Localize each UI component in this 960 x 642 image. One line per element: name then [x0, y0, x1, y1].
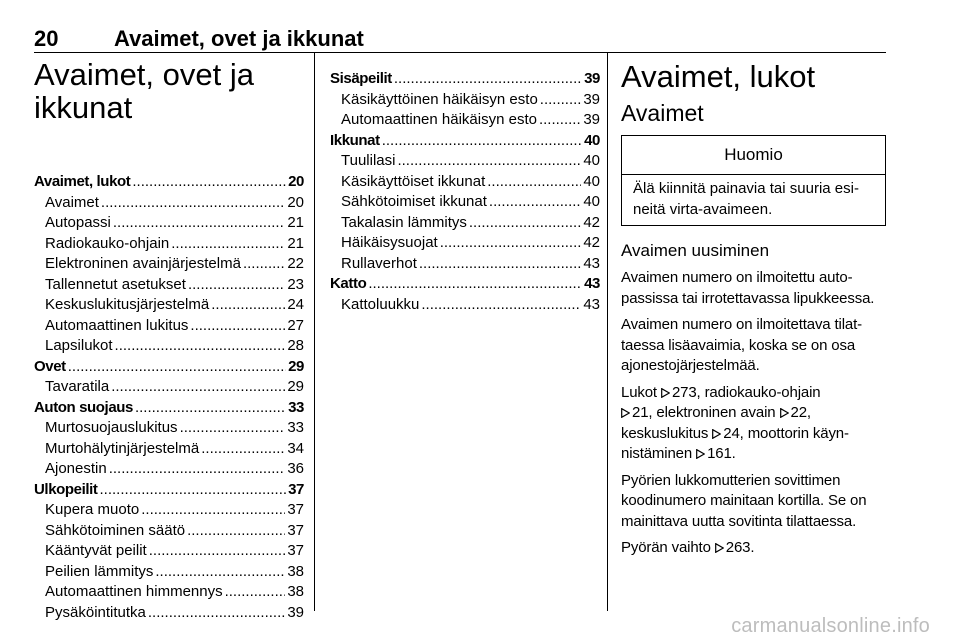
toc-entry-page: 37: [288, 480, 304, 498]
toc-section-entry[interactable]: [34, 480, 304, 501]
toc-entry-label: Ovet: [34, 357, 66, 375]
toc-entry-label: Keskuslukitusjärjestelmä: [45, 296, 210, 313]
toc-leader-dots: [440, 233, 582, 254]
toc-entry-page: 20: [288, 173, 304, 190]
toc-entry[interactable]: [34, 316, 304, 337]
toc-leader-dots: [180, 418, 286, 439]
toc-entry-label: Radiokauko-ohjain: [45, 234, 170, 252]
toc-entry[interactable]: [34, 234, 304, 255]
toc-entry-label: Häikäisysuojat: [341, 234, 438, 251]
toc-entry-label: Ulkopeilit: [34, 480, 98, 498]
toc-entry-label: Peilien lämmitys: [45, 562, 154, 580]
toc-leader-dots: [171, 234, 285, 255]
toc-entry-label: Pysäköintitutka: [45, 603, 146, 621]
toc-entry-page: 29: [287, 378, 304, 395]
page-header: [34, 26, 886, 52]
toc-entry-page: 37: [287, 542, 304, 559]
toc-entry-label: Ajonestin: [45, 460, 107, 477]
toc-entry-page: 39: [584, 70, 600, 87]
content-column: [621, 60, 886, 565]
toc-entry-page: 39: [583, 111, 600, 128]
toc-entry-label: Lapsilukot: [45, 337, 113, 354]
toc-leader-dots: [100, 480, 287, 501]
ref-page: 21: [632, 404, 649, 421]
toc-leader-dots: [421, 295, 581, 316]
toc-entry-page: 28: [287, 337, 304, 354]
toc-entry[interactable]: [34, 562, 304, 583]
toc-entry-page: 37: [287, 521, 304, 539]
toc-entry[interactable]: [34, 439, 304, 460]
toc-entry-label: Sähkötoiminen säätö: [45, 521, 186, 539]
toc-entry[interactable]: [330, 233, 600, 254]
subsection-title: Avaimet: [621, 100, 704, 126]
toc-section-entry[interactable]: [330, 69, 600, 90]
toc-leader-dots: [469, 213, 581, 234]
page-reference-icon: [715, 543, 724, 553]
toc-leader-dots: [187, 521, 285, 542]
header-rule: [34, 52, 886, 53]
paragraph-wheel-change: [621, 538, 886, 559]
toc-entry-label: Tallennetut asetukset: [45, 275, 186, 293]
notice-box: [621, 135, 886, 226]
toc-entry-label: Automaattinen himmennys: [45, 583, 223, 600]
toc-entry[interactable]: [34, 213, 304, 234]
toc-leader-dots: [68, 357, 286, 378]
toc-section-entry[interactable]: [34, 357, 304, 378]
watermark: carmanualsonline.info: [731, 615, 930, 637]
toc-entry-label: Automaattinen häikäisyn esto: [341, 111, 537, 128]
toc-leader-dots: [132, 172, 286, 193]
paragraph-wheel-locks: Pyörien lukkomutterien sovittimen koodinumero mainitaan kortilla. Se on mainittava uutta sovitinta tilattaessa.: [621, 471, 867, 530]
toc-entry-page: 33: [288, 398, 304, 416]
toc-leader-dots: [115, 336, 286, 357]
toc-leader-dots: [135, 398, 286, 419]
toc-entry-page: 39: [287, 603, 304, 621]
toc-section-entry[interactable]: [330, 274, 600, 295]
toc-entry-page: 38: [287, 583, 304, 600]
toc-entry-page: 36: [287, 460, 304, 477]
toc-entry-page: 42: [583, 213, 600, 231]
toc-leader-dots: [419, 254, 581, 275]
toc-entry[interactable]: [34, 582, 304, 603]
toc-leader-dots: [489, 192, 581, 213]
page-reference-icon: [696, 449, 705, 459]
paragraph-spare-keys: Avaimen numero on ilmoitettava tilattaessa lisäavaimia, koska se on osa ajonestojärjestelmää.: [621, 316, 863, 374]
ref-page: 273: [671, 383, 697, 401]
toc-leader-dots: [368, 274, 582, 295]
toc-leader-dots: [397, 151, 581, 172]
ref-text: , elektroninen avain: [648, 404, 780, 421]
toc-entry-label: Kupera muoto: [45, 501, 140, 518]
toc-leader-dots: [382, 131, 582, 152]
toc-entry-label: Automaattinen lukitus: [45, 316, 189, 334]
toc-entry-label: Avaimet: [45, 193, 99, 211]
ref-text: Pyörän vaihto: [621, 539, 715, 556]
toc-entry[interactable]: [34, 603, 304, 624]
toc-entry-label: Tuulilasi: [341, 152, 396, 169]
toc-entry[interactable]: [34, 500, 304, 521]
toc-entry-page: 40: [583, 193, 600, 210]
page-number: 20: [34, 26, 59, 51]
toc-entry-page: 42: [583, 234, 600, 251]
toc-entry-label: Tavaratila: [45, 378, 110, 395]
toc-leader-dots: [149, 541, 286, 562]
toc-entry-page: 34: [287, 439, 304, 457]
toc-entry[interactable]: [330, 172, 600, 193]
toc-entry[interactable]: [34, 521, 304, 542]
page-reference-icon: [712, 429, 721, 439]
toc-entry[interactable]: [34, 377, 304, 398]
toc-entry-page: 40: [583, 152, 600, 169]
toc-entry-label: Kattoluukku: [341, 295, 420, 313]
ref-page: 24: [723, 424, 740, 442]
toc-entry-label: Käsikäyttöiset ikkunat: [341, 172, 486, 190]
toc-leader-dots: [148, 603, 285, 624]
toc-leader-dots: [141, 500, 285, 521]
toc-leader-dots: [111, 377, 285, 398]
page-reference-icon: [780, 408, 789, 418]
toc-leader-dots: [113, 213, 285, 234]
toc-leader-dots: [190, 316, 285, 337]
toc-entry[interactable]: [330, 151, 600, 172]
toc-entry-label: Rullaverhot: [341, 254, 417, 272]
toc-entry[interactable]: [34, 459, 304, 480]
toc-entry-label: Sähkötoimiset ikkunat: [341, 193, 487, 210]
toc-entry[interactable]: [330, 295, 600, 316]
page-reference-icon: [661, 388, 670, 398]
ref-text: .: [731, 445, 736, 462]
toc-entry[interactable]: [34, 275, 304, 296]
running-title: Avaimet, ovet ja ikkunat: [114, 26, 364, 51]
toc-entry-page: 43: [583, 295, 600, 313]
toc-entry-page: 43: [583, 254, 600, 272]
toc-entry-page: 21: [287, 214, 304, 231]
toc-leader-dots: [109, 459, 286, 480]
toc-entry-page: 21: [287, 234, 304, 252]
toc-entry-label: Ikkunat: [330, 131, 380, 149]
ref-page: 161: [707, 445, 732, 462]
toc-leader-dots: [539, 110, 581, 131]
notice-title: Huomio: [622, 136, 885, 175]
toc-section-entry[interactable]: [330, 131, 600, 152]
toc-leader-dots: [155, 562, 285, 583]
toc-entry[interactable]: [34, 193, 304, 214]
toc-section-entry[interactable]: [34, 172, 304, 193]
toc-entry[interactable]: [34, 254, 304, 275]
toc-entry[interactable]: [330, 110, 600, 131]
subsubsection-title: Avaimen uusiminen: [621, 241, 770, 260]
toc-entry[interactable]: [34, 418, 304, 439]
toc-entry-label: Avaimet, lukot: [34, 173, 131, 190]
chapter-title: Avaimet, ovet ja ikkunat: [34, 57, 254, 125]
toc-entry-label: Auton suojaus: [34, 398, 133, 416]
toc-entry-page: 39: [583, 90, 600, 108]
toc-entry-page: 37: [287, 501, 304, 518]
toc-entry[interactable]: [34, 295, 304, 316]
notice-text: Älä kiinnitä painavia tai suuria esineitä virta-avaimeen.: [633, 180, 859, 218]
toc-leader-dots: [211, 295, 285, 316]
toc-entry-page: 24: [287, 296, 304, 313]
column-divider-2: [607, 53, 608, 611]
toc-leader-dots: [225, 582, 286, 603]
toc-entry-page: 27: [287, 316, 304, 334]
toc-entry-label: Kääntyvät peilit: [45, 542, 147, 559]
toc-entry-page: 40: [583, 172, 600, 190]
toc-leader-dots: [201, 439, 285, 460]
ref-text: Lukot: [621, 383, 661, 401]
toc-leader-dots: [243, 254, 285, 275]
toc-entry-page: 20: [287, 193, 304, 211]
page-reference-icon: [621, 408, 630, 418]
toc-leader-dots: [540, 90, 582, 111]
toc-entry-page: 43: [584, 275, 600, 292]
section-title: Avaimet, lukot: [621, 59, 816, 94]
toc-entry-page: 23: [287, 275, 304, 293]
toc-entry[interactable]: [34, 541, 304, 562]
column-divider-1: [314, 53, 315, 611]
ref-page: 263: [725, 539, 751, 556]
toc-left-column: [34, 172, 304, 623]
toc-entry-page: 38: [287, 562, 304, 580]
toc-entry[interactable]: [330, 192, 600, 213]
ref-page: 22: [790, 404, 807, 421]
toc-entry-label: Käsikäyttöinen häikäisyn esto: [341, 90, 538, 108]
toc-entry-page: 33: [287, 419, 304, 436]
ref-text: , moottorin käynnistäminen: [621, 424, 849, 462]
ref-text: .: [750, 539, 755, 556]
toc-entry[interactable]: [330, 254, 600, 275]
toc-entry-label: Katto: [330, 275, 367, 292]
toc-entry-page: 40: [584, 131, 600, 149]
toc-leader-dots: [188, 275, 285, 296]
toc-section-entry[interactable]: [34, 398, 304, 419]
toc-entry-page: 22: [287, 255, 304, 272]
toc-middle-column: [330, 69, 600, 315]
toc-entry[interactable]: [330, 213, 600, 234]
toc-entry[interactable]: [330, 90, 600, 111]
toc-entry-label: Autopassi: [45, 214, 111, 231]
toc-entry-label: Sisäpeilit: [330, 70, 392, 87]
toc-entry-label: Murtosuojauslukitus: [45, 419, 178, 436]
toc-entry-label: Takalasin lämmitys: [341, 213, 467, 231]
toc-entry-label: Elektroninen avainjärjestelmä: [45, 255, 241, 272]
paragraph-key-number: Avaimen numero on ilmoitettu autopassissa tai irrotettavassa lipukkeessa.: [621, 269, 875, 307]
toc-leader-dots: [487, 172, 581, 193]
paragraph-references: [621, 383, 886, 465]
toc-leader-dots: [101, 193, 285, 214]
ref-text: , keskuslukitus: [621, 404, 811, 442]
toc-entry-page: 29: [288, 357, 304, 375]
toc-leader-dots: [394, 69, 582, 90]
toc-entry-label: Murtohälytinjärjestelmä: [45, 439, 200, 457]
toc-entry[interactable]: [34, 336, 304, 357]
ref-text: , radiokauko-ohjain: [696, 383, 821, 401]
